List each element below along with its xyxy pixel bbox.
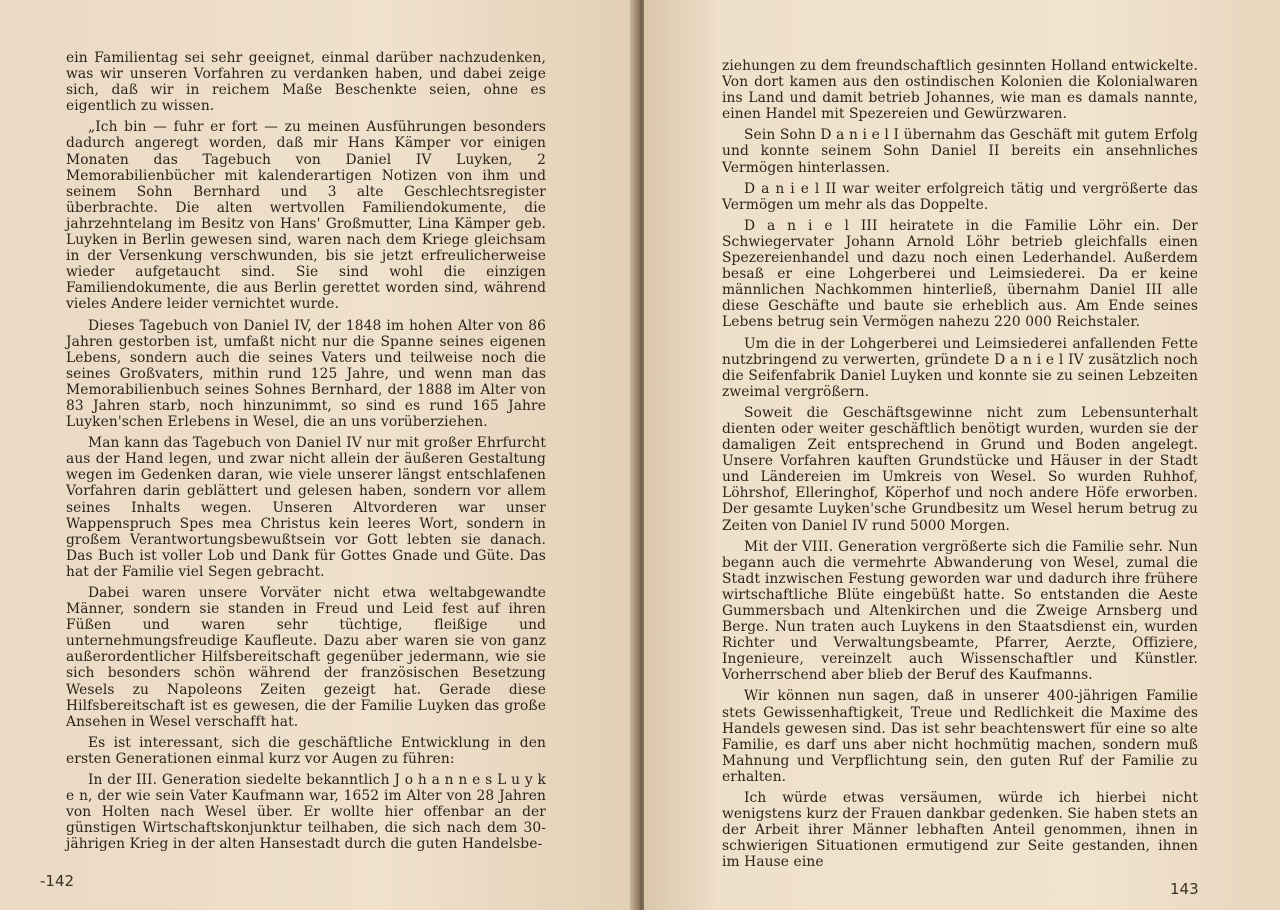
- paragraph: Um die in der Lohgerberei und Leimsiederei anfallenden Fette nutzbringend zu verwerten, gründete D a n i e l IV zusätzlich noch die Seifenfabrik Daniel Luyken und konnte sie zu seinen Lebzeiten zweimal vergrößern.: [722, 335, 1198, 400]
- paragraph: Mit der VIII. Generation vergrößerte sich die Familie sehr. Nun begann auch die vermehrte Abwanderung von Wesel, zumal die Stadt inzwischen Festung geworden war und dadurch ihre frühere wirtschaftliche Blüte eingebüßt hatte. So entstanden die Aeste Gummersbach und Altenkirchen und die Zweige Arnsberg und Berge. Nun traten auch Luykens in den Staatsdienst ein, wurden Richter und Verwaltungsbeamte, Pfarrer, Aerzte, Offiziere, Ingenieure, vereinzelt auch Wissenschaftler und Künstler. Vorherrschend aber blieb der Beruf des Kaufmanns.: [722, 538, 1198, 684]
- paragraph: Sein Sohn D a n i e l I übernahm das Geschäft mit gutem Erfolg und konnte seinem Sohn Daniel II bereits ein ansehnliches Vermögen hinterlassen.: [722, 127, 1198, 176]
- paragraph: Dieses Tagebuch von Daniel IV, der 1848 im hohen Alter von 86 Jahren gestorben ist, umfaßt nicht nur die Spanne seines eigenen Lebens, sondern auch die seines Vaters und teilweise noch die seines Großvaters, mithin rund 125 Jahre, und wenn man das Memorabilienbuch seines Sohnes Bernhard, der 1888 im Alter von 83 Jahren starb, noch hinzunimmt, so sind es rund 165 Jahre Luyken'schen Erlebens in Wesel, die an uns vorüberziehen.: [66, 317, 546, 431]
- paragraph: Dabei waren unsere Vorväter nicht etwa weltabgewandte Männer, sondern sie standen in Freud und Leid fest auf ihren Füßen und waren sehr tüchtige, fleißige und unternehmungsfreudige Kaufleute. Dazu aber waren sie von ganz außerordentlicher Hilfsbereitschaft gegenüber jedermann, wie sie sich besonders schön während der französischen Besetzung Wesels zu Napoleons Zeiten gezeigt hat. Gerade diese Hilfsbereitschaft ist es gewesen, die der Familie Luyken das große Ansehen in Wesel verschafft hat.: [66, 585, 546, 730]
- paragraph: Wir können nun sagen, daß in unserer 400-jährigen Familie stets Gewissenhaftigkeit, Treue und Redlichkeit die Maxime des Handels gewesen sind. Das ist sehr beachtenswert für eine so alte Familie, es darf uns aber nicht hochmütig machen, sondern muß Mahnung und Verpflichtung sein, den guten Ruf der Familie zu erhalten.: [722, 688, 1198, 785]
- left-page: [0, 0, 636, 910]
- right-page-text: [722, 58, 1198, 871]
- paragraph: ziehungen zu dem freundschaftlich gesinnten Holland entwickelte. Von dort kamen aus den ostindischen Kolonien die Kolonialwaren ins Land und damit betrieb Johannes, wie man es damals nannte, einen Handel mit Spezereien und Gewürzwaren.: [722, 58, 1198, 123]
- paragraph: Es ist interessant, sich die geschäftliche Entwicklung in den ersten Generationen einmal kurz vor Augen zu führen:: [66, 734, 546, 767]
- left-page-text: [66, 50, 546, 853]
- paragraph: „Ich bin — fuhr er fort — zu meinen Ausführungen besonders dadurch angeregt worden, daß mir Hans Kämper vor einigen Monaten das Tagebuch von Daniel IV Luyken, 2 Memorabilienbücher mit kalenderartigen Notizen von ihm und seinem Sohn Bernhard und 3 alte Geschlechtsregister überbrachte. Die alten wertvollen Familiendokumente, die jahrzehntelang im Besitz von Hans' Großmutter, Lina Kämper geb. Luyken in Berlin gewesen sind, waren nach dem Kriege gleichsam in der Versenkung verschwunden, bis sie jetzt erfreulicherweise wieder aufgetaucht sind. Sie sind wohl die einzigen Familiendokumente, die aus Berlin gerettet worden sind, während vieles Andere leider vernichtet wurde.: [66, 119, 546, 313]
- page-number-left: -142: [40, 872, 75, 890]
- paragraph: Man kann das Tagebuch von Daniel IV nur mit großer Ehrfurcht aus der Hand legen, und zwar nicht allein der äußeren Gestaltung wegen im Gedenken daran, wie viele unserer längst entschlafenen Vorfahren darin geblättert und gelesen haben, sondern vor allem seines Inhalts wegen. Unseren Altvorderen war unser Wappenspruch Spes mea Christus kein leeres Wort, sondern in großem Verantwortungsbewußtsein vor Gott lebten sie danach. Das Buch ist voller Lob und Dank für Gottes Gnade und Güte. Das hat der Familie viel Segen gebracht.: [66, 435, 546, 580]
- page-number-right: 143: [1170, 880, 1199, 898]
- paragraph: Soweit die Geschäftsgewinne nicht zum Lebensunterhalt dienten oder weiter geschäftlich benötigt wurden, wurden sie der damaligen Zeit entsprechend in Grund und Boden angelegt. Unsere Vorfahren kauften Grundstücke und Häuser in der Stadt und Ländereien im Umkreis von Wesel. So wurden Ruhhof, Löhrshof, Elleringhof, Köperhof und noch andere Höfe erworben. Der gesamte Luyken'sche Grundbesitz um Wesel herum betrug zu Zeiten von Daniel IV rund 5000 Morgen.: [722, 404, 1198, 534]
- paragraph: In der III. Generation siedelte bekanntlich J o h a n n e s L u y k e n, der wie sein Vater Kaufmann war, 1652 im Alter von 28 Jahren von Holten nach Wesel über. Er wollte hier offenbar an der günstigen Wirtschaftskonjunktur teilhaben, die sich nach dem 30-jährigen Krieg in der alten Hansestadt durch die guten Handelsbe-: [66, 772, 546, 853]
- paragraph: D a n i e l II war weiter erfolgreich tätig und vergrößerte das Vermögen um mehr als das Doppelte.: [722, 180, 1198, 213]
- right-page: [644, 0, 1280, 910]
- paragraph: Ich würde etwas versäumen, würde ich hierbei nicht wenigstens kurz der Frauen dankbar gedenken. Sie haben stets an der Arbeit ihrer Männer lebhaften Anteil genommen, ihnen in schwierigen Situationen ermutigend zur Seite gestanden, ihnen im Hause eine: [722, 790, 1198, 871]
- paragraph: ein Familientag sei sehr geeignet, einmal darüber nachzudenken, was wir unseren Vorfahren zu verdanken haben, und dabei zeige sich, daß wir in reichem Maße Beschenkte seien, ohne es eigentlich zu wissen.: [66, 50, 546, 115]
- paragraph: D a n i e l III heiratete in die Familie Löhr ein. Der Schwiegervater Johann Arnold Löhr betrieb gleichfalls einen Spezereienhandel und dazu noch einen Lederhandel. Außerdem besaß er eine Lohgerberei und Leimsiederei. Da er keine männlichen Nachkommen hinterließ, übernahm Daniel III alle diese Geschäfte und baute sie erheblich aus. Am Ende seines Lebens betrug sein Vermögen nahezu 220 000 Reichstaler.: [722, 217, 1198, 331]
